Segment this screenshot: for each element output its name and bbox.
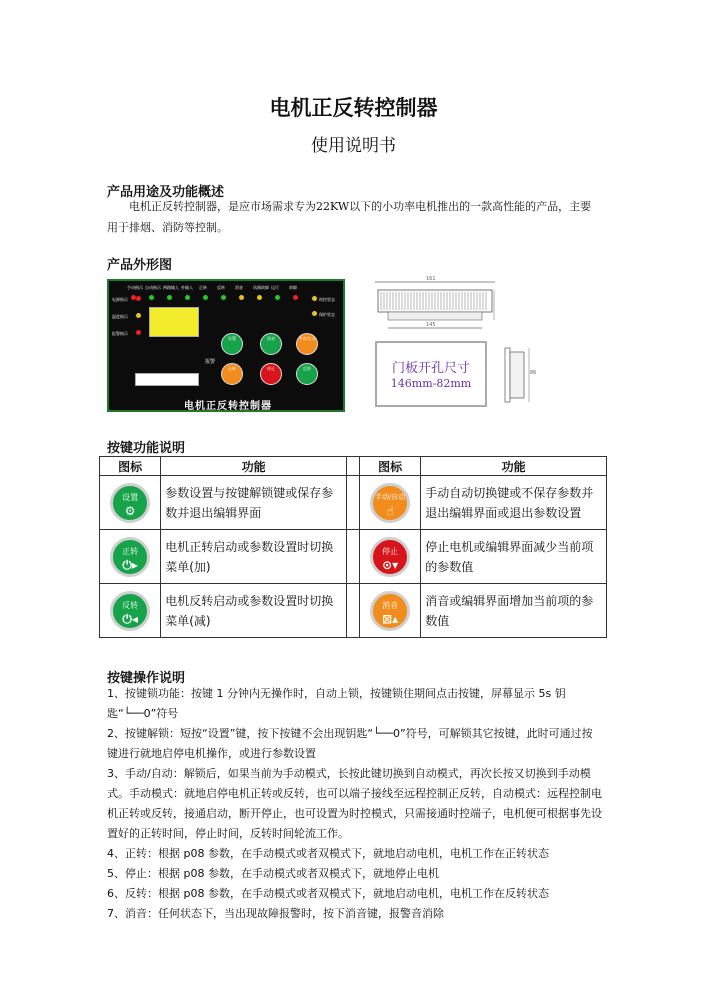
table-cell-function: 手动自动切换键或不保存参数并退出编辑界面或退出参数设置 [421, 476, 607, 530]
panel-top-label: 自动指示 [145, 285, 161, 290]
operation-item: 3、手动/自动：解锁后，如果当前为手动模式，长按此键切换到自动模式，再次长按又切换到手动模式。手动模式：就地启停电机正转或反转，也可以端子接线至远程控制正反转，自动模式：远程控制电机正转或反转，接通启动，断开停止，也可设置为时控模式，只需接通时控端子，电机便可根据事先设置好的正转时间，停止时间，反转时间轮流工作。 [107, 767, 602, 840]
panel-top-label: 反转 [217, 285, 225, 290]
table-cell-icon [100, 476, 161, 530]
panel-btn-label: 设置 [228, 336, 236, 341]
panel-top-led [293, 295, 298, 300]
panel-top-label: 正转 [199, 285, 207, 290]
table-cell-icon [100, 530, 161, 584]
key-icon-label: 反转 [122, 600, 139, 610]
panel-btn-label: 反转 [303, 366, 311, 371]
panel-title: 电机正反转控制器 [184, 401, 272, 412]
controller-panel-image [107, 279, 345, 412]
col-header-icon: 图标 [360, 457, 421, 476]
panel-top-label: 运行 [271, 285, 279, 290]
table-cell-function: 参数设置与按键解锁键或保存参数并退出编辑界面 [161, 476, 347, 530]
panel-top-led [221, 295, 226, 300]
panel-top-label: 消音 [235, 285, 243, 290]
dim-width-label: 161 [426, 276, 436, 282]
table-cell-icon [360, 530, 421, 584]
led-power [136, 296, 141, 301]
panel-btn-label: 手动/自动 [298, 336, 316, 341]
key-icon-label: 停止 [382, 546, 399, 556]
forward-key-icon [110, 537, 150, 577]
mute-key-icon [370, 591, 410, 631]
table-cell-icon [360, 584, 421, 638]
table-gap [346, 476, 359, 530]
panel-top-led [257, 295, 262, 300]
operation-item: 6、反转：根据 p08 参数，在手动模式或者双模式下，就地启动电机，电机工作在反转状态 [107, 887, 549, 900]
section-heading-overview: 产品用途及功能概述 [107, 185, 225, 200]
table-cell-function: 停止电机或编辑界面减少当前项的参数值 [421, 530, 607, 584]
panel-reverse-button [296, 363, 318, 385]
mute-up-icon: ⊠▴ [382, 611, 399, 626]
doc-subtitle: 使用说明书 [311, 136, 396, 156]
dimension-drawing-side [497, 344, 537, 406]
panel-stop-button [260, 363, 282, 385]
key-icon-label: 正转 [122, 546, 139, 556]
section-heading-keys: 按键功能说明 [107, 441, 186, 456]
panel-top-label: 外输入 [181, 285, 193, 290]
table-cell-icon [100, 584, 161, 638]
panel-top-led [149, 295, 154, 300]
col-header-function: 功能 [421, 457, 607, 476]
table-row [100, 476, 607, 530]
panel-label-alarm: 报警指示 [112, 331, 128, 336]
dim-height-label: 86 [530, 370, 537, 376]
panel-top-led [239, 295, 244, 300]
led-temp [136, 313, 141, 318]
table-header-row [100, 457, 607, 476]
panel-btn-label: 停止 [267, 366, 275, 371]
panel-lcd-strip [135, 373, 199, 386]
table-gap [346, 457, 359, 476]
panel-top-led [275, 295, 280, 300]
table-cell-function: 电机正转启动或参数设置时切换菜单(加) [161, 530, 347, 584]
dimension-drawing-front [370, 276, 500, 336]
operation-item: 2、按键解锁：短按“设置”键，按下按键不会出现钥匙“└──0”符号，可解锁其它按键，此时可通过按键进行就地启停电机操作，或进行参数设置 [107, 727, 593, 760]
panel-mute-button [260, 333, 282, 355]
panel-top-label: 故障 [289, 285, 297, 290]
panel-top-label: 手动指示 [127, 285, 143, 290]
power-reverse-icon: ⏻◂ [122, 611, 138, 626]
panel-label-power: 电源指示 [112, 297, 128, 302]
table-cell-icon [360, 476, 421, 530]
panel-top-led [167, 295, 172, 300]
panel-btn-label: 消音 [267, 336, 275, 341]
panel-forward-button [221, 363, 243, 385]
panel-label-timer: 时控状态 [319, 297, 335, 302]
panel-top-label: 风阀故障 [253, 285, 269, 290]
operation-item: 4、正转：根据 p08 参数，在手动模式或者双模式下，就地启动电机，电机工作在正转状态 [107, 847, 549, 860]
key-icon-label: 消音 [382, 600, 399, 610]
operation-item: 7、消音：任何状态下，当出现故障报警时，按下消音键，报警音消除 [107, 907, 444, 920]
panel-btn-label: 正转 [228, 366, 236, 371]
operation-item: 5、停止：根据 p08 参数，在手动模式或者双模式下，就地停止电机 [107, 867, 439, 880]
overview-text: 电机正反转控制器，是应市场需求专为22KW以下的小功率电机推出的一款高性能的产品，主要用于排烟、消防等控制。 [107, 200, 592, 234]
panel-manual-auto-button [296, 333, 318, 355]
section-heading-appearance: 产品外形图 [107, 258, 173, 273]
power-forward-icon: ⏻▸ [122, 557, 138, 572]
gear-icon: ⚙ [124, 503, 136, 518]
stop-key-icon [370, 537, 410, 577]
cutout-size: 146mm-82mm [390, 377, 472, 390]
stop-down-icon: ⊙▾ [382, 557, 399, 572]
table-row [100, 530, 607, 584]
section-heading-operations: 按键操作说明 [107, 671, 186, 686]
key-icon-label: 手动/自动 [374, 492, 406, 501]
col-header-icon: 图标 [100, 457, 161, 476]
table-row [100, 584, 607, 638]
panel-top-label: 两路输入 [163, 285, 179, 290]
key-icon-label: 设置 [122, 492, 139, 502]
led-alarm [136, 330, 141, 335]
table-gap [346, 530, 359, 584]
panel-set-button [221, 333, 243, 355]
manual-auto-key-icon [370, 483, 410, 523]
col-header-function: 功能 [161, 457, 347, 476]
table-cell-function: 消音或编辑界面增加当前项的参数值 [421, 584, 607, 638]
cutout-box [375, 341, 487, 407]
table-cell-function: 电机反转启动或参数设置时切换菜单(减) [161, 584, 347, 638]
operation-item: 1、按键锁功能：按键 1 分钟内无操作时，自动上锁，按键锁住期间点击按键，屏幕显示 5s 钥匙“└──0”符号 [107, 687, 566, 720]
panel-lcd-main [149, 307, 199, 337]
key-function-table [99, 456, 607, 638]
operations-list [107, 684, 603, 924]
settings-key-icon [110, 483, 150, 523]
cutout-title: 门板开孔尺寸 [391, 361, 470, 376]
hand-pointer-icon: ☝ [386, 503, 394, 518]
panel-label-alarm-side: 报警 [205, 359, 216, 365]
reverse-key-icon [110, 591, 150, 631]
panel-label-temp: 温度指示 [112, 314, 128, 319]
panel-label-protect: 保护状态 [319, 312, 335, 317]
led-protect [312, 311, 317, 316]
table-gap [346, 584, 359, 638]
doc-title: 电机正反转控制器 [269, 96, 438, 120]
dim-inner-label: 145 [426, 322, 436, 328]
panel-top-led [203, 295, 208, 300]
panel-top-led [185, 295, 190, 300]
led-timer [312, 296, 317, 301]
